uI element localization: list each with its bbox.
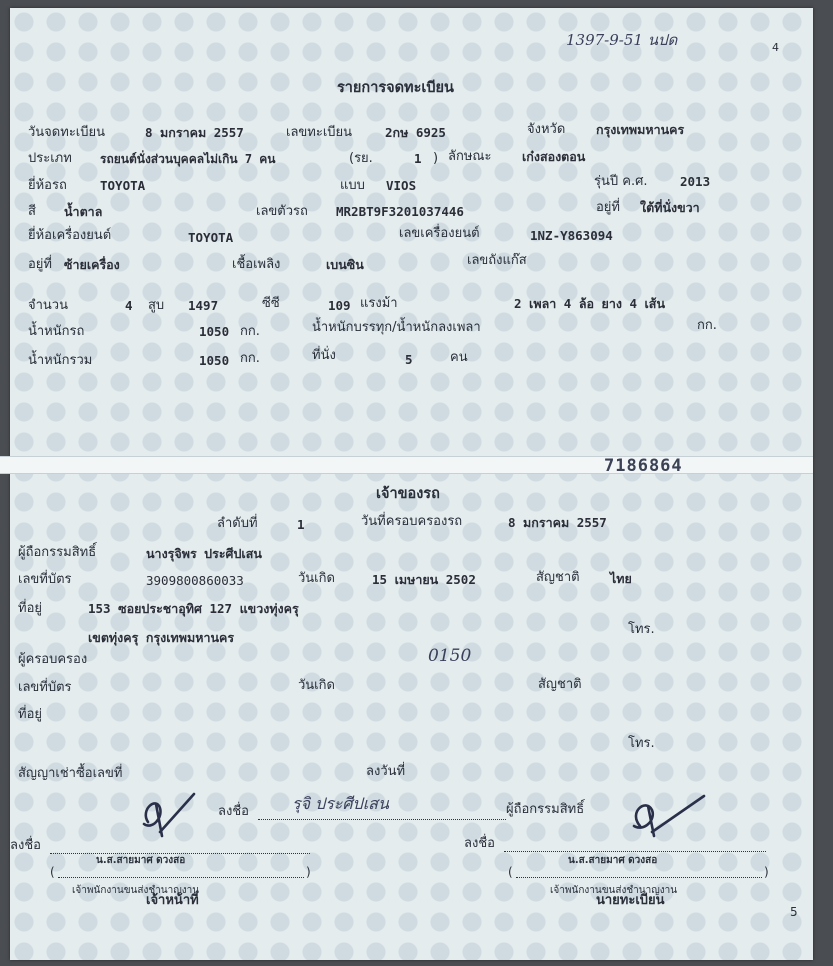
possessor-nationality-label: สัญชาติ [538, 677, 582, 692]
vin: MR2BT9F3201037446 [336, 204, 464, 219]
possessor-label: ผู้ครอบครอง [18, 652, 88, 667]
reg-date-label: วันจดทะเบียน [28, 125, 105, 140]
style-label: ลักษณะ [448, 149, 492, 164]
engine-brand: TOYOTA [188, 230, 234, 245]
engine-number: 1NZ-Y863094 [530, 228, 613, 243]
brand-label: ยี่ห้อรถ [28, 178, 67, 193]
handwritten-note: 0150 [428, 646, 472, 666]
right-role-small: เจ้าพนักงานขนส่งชำนาญงาน [550, 885, 678, 896]
possession-date-label: วันที่ครอบครองรถ [361, 514, 463, 529]
date-of-birth: 15 เมษายน 2502 [372, 572, 476, 587]
possession-date: 8 มกราคม 2557 [508, 515, 607, 530]
hp-label: แรงม้า [360, 296, 398, 311]
model: VIOS [386, 178, 417, 193]
page-number-top: 4 [772, 41, 779, 54]
lease-contract-label: สัญญาเช่าซื้อเลขที่ [18, 766, 123, 781]
color-label: สี [28, 204, 36, 219]
displacement: 1497 [188, 298, 219, 313]
engine-location-label: อยู่ที่ [28, 257, 52, 272]
left-official-signature [130, 790, 200, 850]
province-label: จังหวัด [527, 122, 566, 137]
sequence: 1 [297, 517, 305, 532]
address-line-2: เขตทุ่งครุ กรุงเทพมหานคร [88, 630, 235, 645]
gross-weight: 1050 [199, 353, 230, 368]
possessor-id-label: เลขที่บัตร [18, 680, 72, 695]
weight-unit: กก. [240, 324, 260, 339]
engine-number-label: เลขเครื่องยนต์ [399, 226, 480, 241]
owner-sign-line [258, 818, 506, 820]
vehicle-type: รถยนต์นั่งส่วนบุคคลไม่เกิน 7 คน [100, 152, 276, 166]
id-number: 3909800860033 [146, 573, 244, 588]
gross-weight-unit: กก. [240, 351, 260, 366]
rs-label: (รย. [349, 151, 373, 166]
sequence-label: ลำดับที่ [217, 516, 258, 531]
cc-label: ซีซี [262, 296, 280, 311]
right-sign-label: ลงชื่อ [464, 836, 495, 851]
load-label: น้ำหนักบรรทุก/น้ำหนักลงเพลา [312, 320, 481, 335]
seats-unit: คน [450, 350, 468, 365]
color: น้ำตาล [64, 204, 103, 219]
owner-signature: รุจิ ประศีปเสน [292, 794, 389, 813]
province: กรุงเทพมหานคร [596, 122, 685, 137]
brand: TOYOTA [100, 178, 146, 193]
left-role: เจ้าหน้าที่ [146, 893, 199, 908]
rs-close: ) [433, 151, 439, 166]
model-year: 2013 [680, 174, 711, 189]
load-unit: กก. [697, 318, 717, 333]
left-role-small: เจ้าพนักงานขนส่งชำนาญงาน [72, 885, 200, 896]
type-label: ประเภท [28, 151, 72, 166]
sign-date-label: ลงวันที่ [366, 764, 406, 779]
fuel: เบนซิน [326, 257, 364, 272]
corner-note: 1397-9-51 นปด [566, 31, 678, 49]
gas-tank-label: เลขถังแก๊ส [467, 253, 527, 268]
registration-title: รายการจดทะเบียน [337, 80, 454, 96]
right-role: นายทะเบียน [596, 893, 665, 908]
id-label: เลขที่บัตร [18, 572, 72, 587]
weight: 1050 [199, 324, 230, 339]
page-number-bottom: 5 [790, 905, 798, 919]
serial-number: 7186864 [604, 456, 683, 476]
left-sign-label: ลงชื่อ [10, 838, 41, 853]
right-official-signature [620, 790, 710, 850]
vin-location: ใต้ที่นั่งขวา [640, 200, 700, 215]
reg-date: 8 มกราคม 2557 [145, 125, 244, 140]
phone-label: โทร. [628, 622, 655, 637]
right-sign-line [504, 850, 766, 852]
holder-label: ผู้ถือกรรมสิทธิ์ [18, 545, 97, 560]
left-paren-line [58, 876, 304, 878]
vin-location-label: อยู่ที่ [596, 200, 620, 215]
seats-label: ที่นั่ง [312, 348, 336, 363]
plate-label: เลขทะเบียน [286, 125, 353, 140]
model-label: แบบ [340, 178, 365, 193]
engine-brand-label: ยี่ห้อเครื่องยนต์ [28, 228, 112, 243]
plate-number: 2กษ 6925 [385, 125, 446, 140]
vin-label: เลขตัวรถ [256, 204, 308, 219]
cylinders: 4 [125, 298, 133, 313]
holder-name: นางรุจิพร ประศีปเสน [146, 546, 262, 561]
seats: 5 [405, 352, 413, 367]
horsepower: 109 [328, 298, 351, 313]
fold-separator [0, 456, 813, 474]
possessor-phone-label: โทร. [628, 736, 655, 751]
possessor-dob-label: วันเกิด [298, 678, 335, 693]
cylinders-label: สูบ [148, 298, 165, 313]
dob-label: วันเกิด [298, 571, 335, 586]
fuel-label: เชื้อเพลิง [232, 257, 281, 272]
address-line-1: 153 ซอยประชาอุทิศ 127 แขวงทุ่งครุ [88, 601, 299, 616]
nationality: ไทย [610, 571, 632, 586]
nationality-label: สัญชาติ [536, 570, 580, 585]
vehicle-style: เก๋งสองตอน [522, 149, 586, 164]
axles-wheels: 2 เพลา 4 ล้อ ยาง 4 เส้น [514, 296, 665, 311]
right-stamp-name: น.ส.สายมาศ ดวงสอ [568, 855, 658, 866]
address-label: ที่อยู่ [18, 601, 42, 616]
holder-sign-label: ผู้ถือกรรมสิทธิ์ [506, 802, 585, 817]
count-label: จำนวน [28, 298, 68, 313]
owner-sign-label: ลงชื่อ [218, 804, 249, 819]
year-label: รุ่นปี ค.ศ. [594, 174, 648, 189]
rs-number: 1 [414, 151, 422, 166]
left-stamp-name: น.ส.สายมาศ ดวงสอ [96, 855, 186, 866]
weight-label: น้ำหนักรถ [28, 324, 85, 339]
possessor-address-label: ที่อยู่ [18, 707, 42, 722]
gross-weight-label: น้ำหนักรวม [28, 353, 93, 368]
right-paren-line [516, 876, 762, 878]
owner-title: เจ้าของรถ [376, 486, 440, 502]
engine-location: ซ้ายเครื่อง [64, 257, 120, 272]
